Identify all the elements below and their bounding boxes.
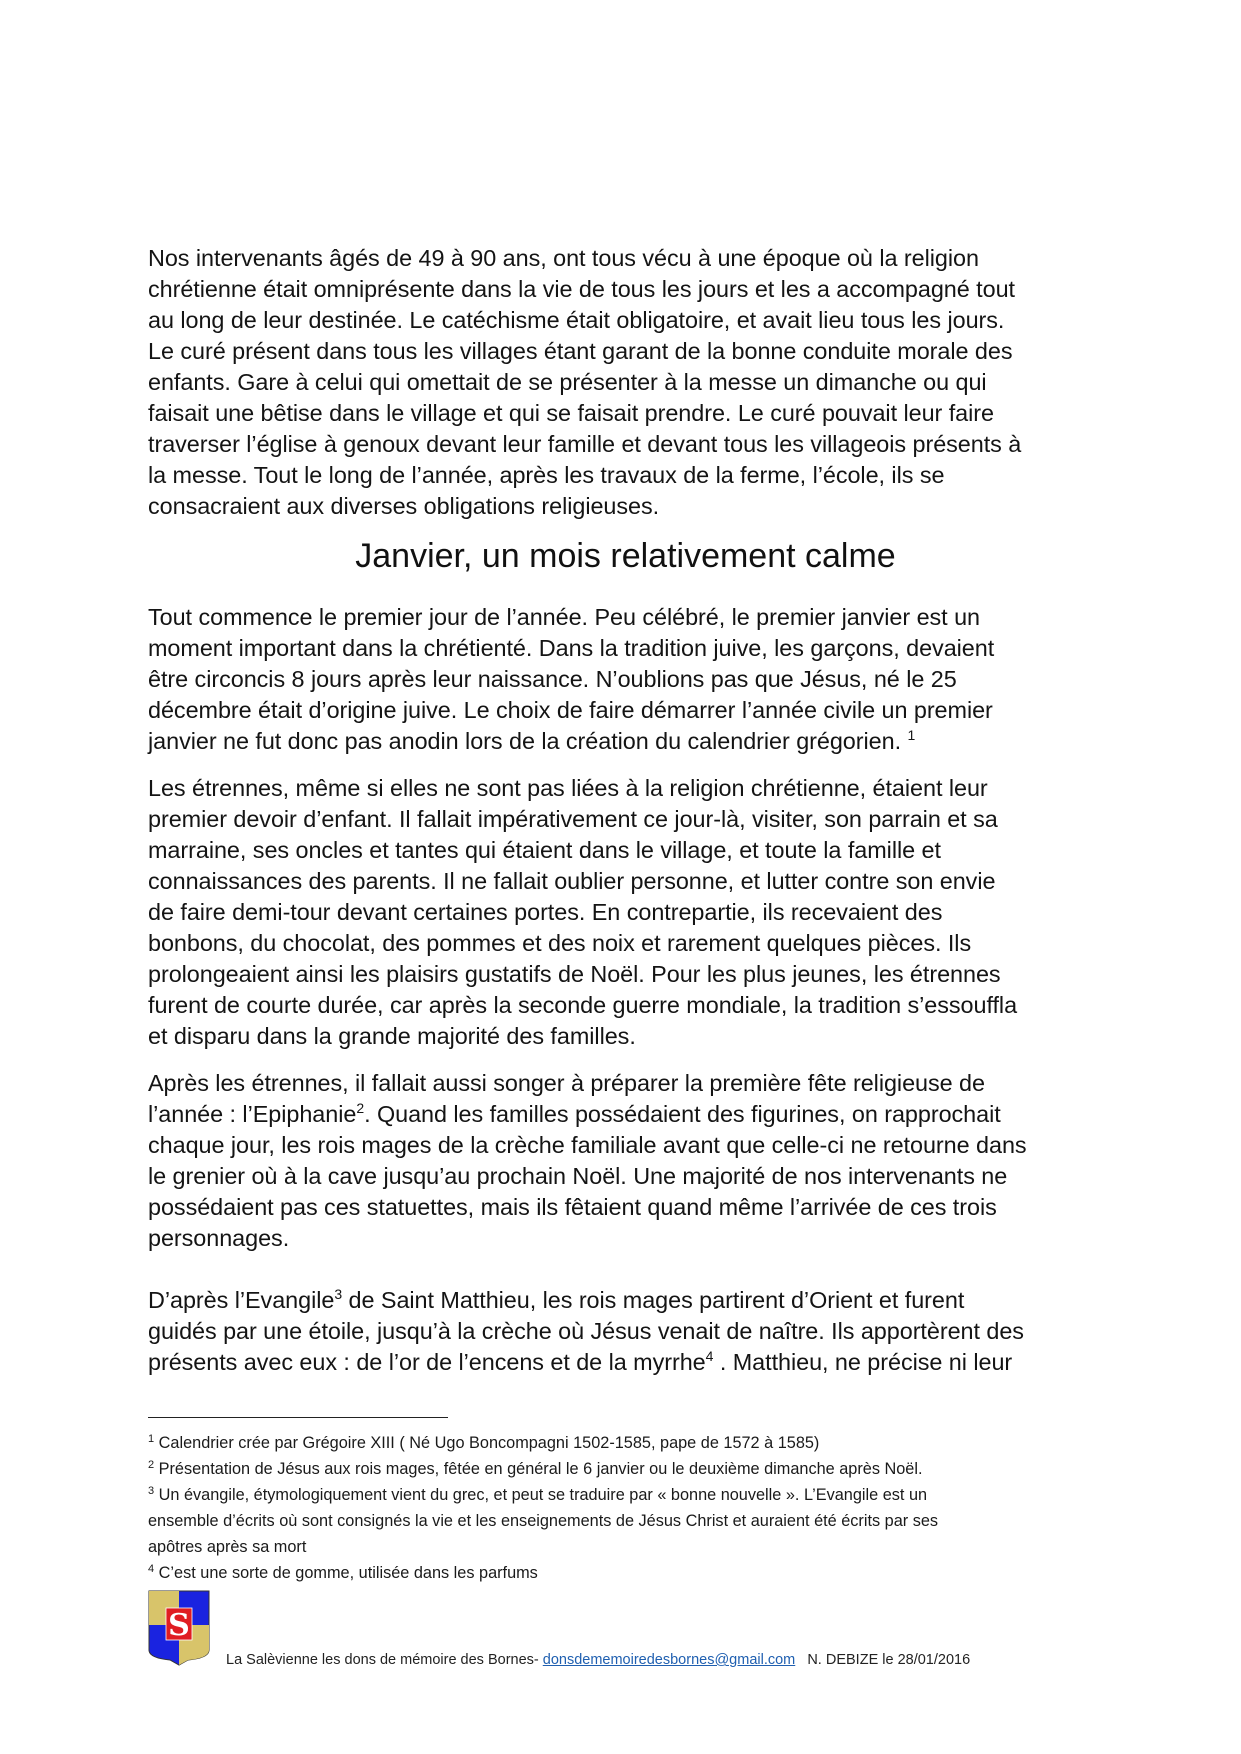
- text-line: la messe. Tout le long de l’année, après les travaux de la ferme, l’école, ils se: [148, 462, 945, 488]
- footnote-number: 3: [148, 1485, 155, 1497]
- text-line: marraine, ses oncles et tantes qui étaient dans le village, et toute la famille et: [148, 837, 941, 863]
- footnote-ref-4[interactable]: 4: [705, 1348, 714, 1364]
- paragraph-epiphanie: [148, 1068, 1103, 1254]
- footnote-text: apôtres après sa mort: [148, 1538, 307, 1556]
- text-line: guidés par une étoile, jusqu’à la crèche où Jésus venait de naître. Ils apportèrent des: [148, 1318, 1024, 1344]
- footnote-3-cont: [148, 1534, 1108, 1560]
- text-line: Les étrennes, même si elles ne sont pas liées à la religion chrétienne, étaient leur: [148, 775, 988, 801]
- text-line: décembre était d’origine juive. Le choix de faire démarrer l’année civile un premier: [148, 697, 993, 723]
- text-line: personnages.: [148, 1225, 290, 1251]
- footnote-separator: [148, 1417, 448, 1418]
- text-line: enfants. Gare à celui qui omettait de se présenter à la messe un dimanche ou qui: [148, 369, 987, 395]
- text-line: chrétienne était omniprésente dans la vie de tous les jours et les a accompagné tout: [148, 276, 1015, 302]
- footnote-number: 4: [148, 1563, 155, 1575]
- text-line: Après les étrennes, il fallait aussi songer à préparer la première fête religieuse de: [148, 1070, 985, 1096]
- text-line-content: de Saint Matthieu, les rois mages partirent d’Orient et furent: [342, 1287, 965, 1313]
- text-line: être circoncis 8 jours après leur naissance. N’oublions pas que Jésus, né le 25: [148, 666, 957, 692]
- text-line: possédaient pas ces statuettes, mais ils fêtaient quand même l’arrivée de ces trois: [148, 1194, 997, 1220]
- text-line-content: . Matthieu, ne précise ni leur: [713, 1349, 1013, 1375]
- text-line: Nos intervenants âgés de 49 à 90 ans, ont tous vécu à une époque où la religion: [148, 245, 979, 271]
- text-line: au long de leur destinée. Le catéchisme était obligatoire, et avait lieu tous les jours.: [148, 307, 1005, 333]
- footnote-text: ensemble d’écrits où sont consignés la vie et les enseignements de Jésus Christ et auraient été écrits par ses: [148, 1512, 939, 1530]
- text-line: [148, 1347, 1103, 1378]
- footnote-text: C’est une sorte de gomme, utilisée dans les parfums: [154, 1564, 538, 1582]
- text-line: et disparu dans la grande majorité des familles.: [148, 1023, 636, 1049]
- footnote-text: Calendrier crée par Grégoire XIII ( Né Ugo Boncompagni 1502-1585, pape de 1572 à 1585): [154, 1434, 820, 1452]
- text-line-content: janvier ne fut donc pas anodin lors de la création du calendrier grégorien.: [148, 728, 908, 754]
- footnote-ref-2[interactable]: 2: [356, 1100, 365, 1116]
- text-line: Le curé présent dans tous les villages étant garant de la bonne conduite morale des: [148, 338, 1013, 364]
- text-line: bonbons, du chocolat, des pommes et des noix et rarement quelques pièces. Ils: [148, 930, 972, 956]
- footnote-ref-1[interactable]: 1: [907, 727, 916, 743]
- text-line: traverser l’église à genoux devant leur famille et devant tous les villageois présents à: [148, 431, 1022, 457]
- footnote-3-cont: [148, 1508, 1108, 1534]
- paragraph-evangile: [148, 1285, 1103, 1378]
- text-line: moment important dans la chrétienté. Dans la tradition juive, les garçons, devaient: [148, 635, 995, 661]
- footer-organization: La Salèvienne les dons de mémoire des Bornes-: [226, 1652, 543, 1668]
- text-line: le grenier où à la cave jusqu’au prochain Noël. Une majorité de nos intervenants ne: [148, 1163, 1008, 1189]
- paragraph-etrennes: [148, 773, 1103, 1052]
- text-line: [148, 1285, 1103, 1316]
- text-line-content: D’après l’Evangile: [148, 1287, 335, 1313]
- crest-letter: S: [168, 1608, 190, 1643]
- text-line: Tout commence le premier jour de l’année. Peu célébré, le premier janvier est un: [148, 604, 980, 630]
- text-line: connaissances des parents. Il ne fallait oublier personne, et lutter contre son envie: [148, 868, 996, 894]
- footer-author-date: N. DEBIZE le 28/01/2016: [795, 1652, 971, 1668]
- text-line: [148, 726, 1103, 757]
- footnotes: [148, 1430, 1108, 1586]
- text-line: premier devoir d’enfant. Il fallait impérativement ce jour-là, visiter, son parrain et sa: [148, 806, 998, 832]
- text-line: furent de courte durée, car après la seconde guerre mondiale, la tradition s’essouffla: [148, 992, 1018, 1018]
- footnote-4: [148, 1560, 1108, 1586]
- intro-paragraph: [148, 243, 1103, 522]
- footnote-number: 2: [148, 1459, 155, 1471]
- crest-logo-icon: [148, 1590, 210, 1666]
- footnote-number: 1: [148, 1433, 155, 1445]
- footnote-text: Un évangile, étymologiquement vient du grec, et peut se traduire par « bonne nouvelle ». L’Evangile est un: [154, 1486, 928, 1504]
- footnote-ref-3[interactable]: 3: [334, 1286, 343, 1302]
- text-line: consacraient aux diverses obligations religieuses.: [148, 493, 660, 519]
- footer-email-link[interactable]: donsdememoiredesbornes@gmail.com: [542, 1652, 796, 1668]
- section-heading: Janvier, un mois relativement calme: [355, 537, 896, 575]
- text-line: de faire demi-tour devant certaines portes. En contrepartie, ils recevaient des: [148, 899, 943, 925]
- text-line-content: l’année : l’Epiphanie: [148, 1101, 357, 1127]
- footnote-text: Présentation de Jésus aux rois mages, fêtée en général le 6 janvier ou le deuxième dimanche après Noël.: [154, 1460, 923, 1478]
- footnote-1: [148, 1430, 1108, 1456]
- text-line: chaque jour, les rois mages de la crèche familiale avant que celle-ci ne retourne dans: [148, 1132, 1027, 1158]
- text-line: prolongeaient ainsi les plaisirs gustatifs de Noël. Pour les plus jeunes, les étrennes: [148, 961, 1001, 987]
- footnote-2: [148, 1456, 1108, 1482]
- text-line: [148, 1099, 1103, 1130]
- text-line: faisait une bêtise dans le village et qui se faisait prendre. Le curé pouvait leur faire: [148, 400, 994, 426]
- text-line-content: . Quand les familles possédaient des figurines, on rapprochait: [364, 1101, 1001, 1127]
- page-footer: [226, 1652, 970, 1668]
- footnote-3: [148, 1482, 1108, 1508]
- paragraph-new-year: [148, 602, 1103, 757]
- text-line-content: présents avec eux : de l’or de l’encens et de la myrrhe: [148, 1349, 706, 1375]
